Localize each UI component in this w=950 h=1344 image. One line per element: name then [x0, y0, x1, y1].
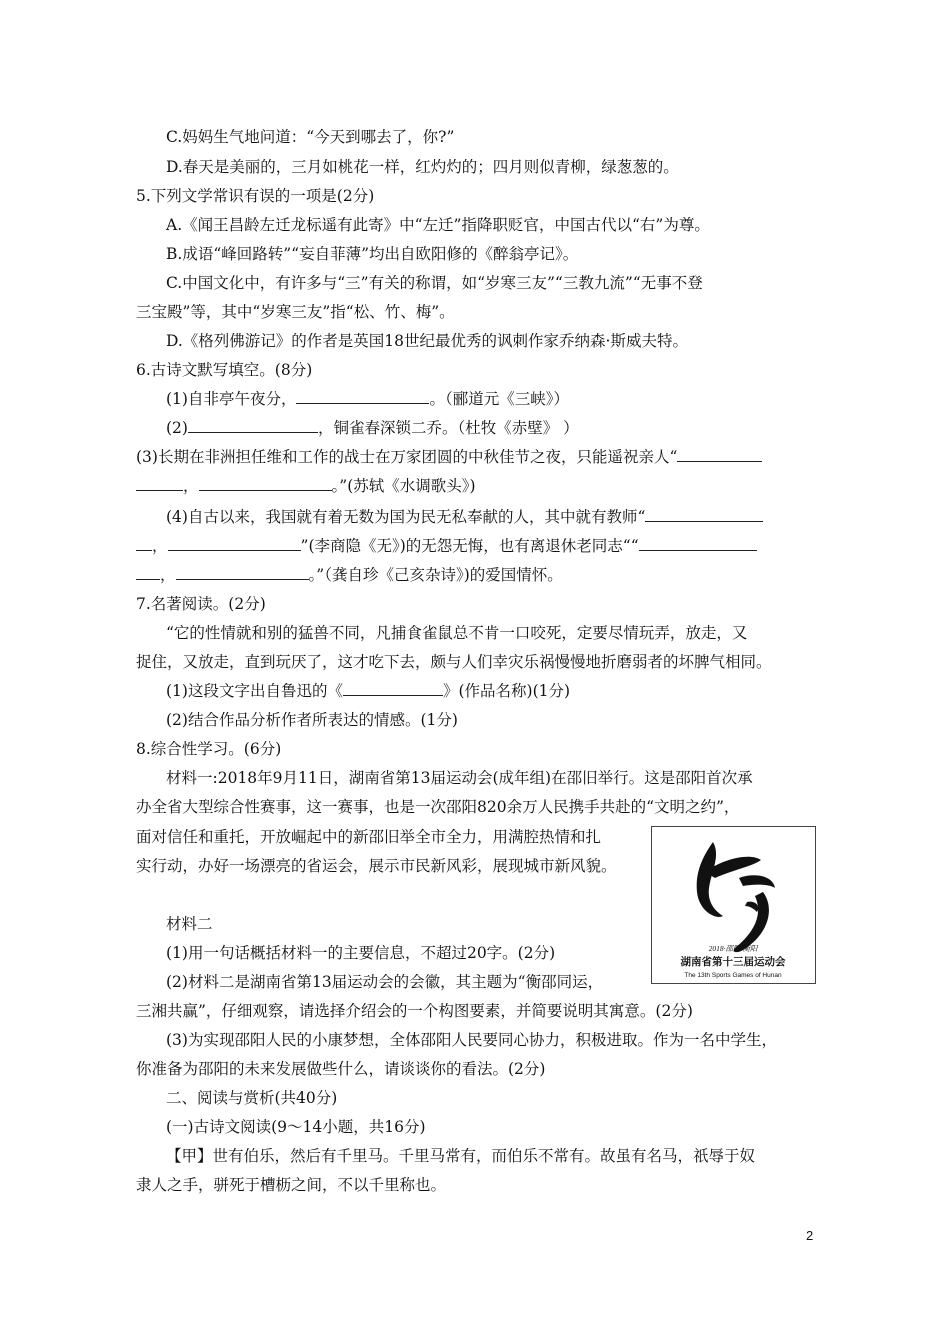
- q8-material1-line4: 实行动，办好一场漂亮的省运会，展示市民新风彩，展现城市新风貌。: [136, 857, 617, 875]
- answer-blank[interactable]: [168, 536, 301, 551]
- q8-material1-line2: 办全省大型综合性赛事，这一赛事，也是一次邵阳820余万人民携手共赴的“文明之约”，: [136, 798, 740, 816]
- q6-comma: ，: [152, 537, 168, 555]
- q6-item4-source: ”(李商隐《无》)的无怨无悔，也有离退休老同志““: [300, 537, 639, 555]
- q7-stem: 7.名著阅读。(2分): [136, 595, 266, 613]
- emblem-title-en: The 13th Sports Games of Hunan: [684, 972, 782, 979]
- q6-item3-line2: [136, 475, 476, 497]
- q7-sub1-tail: 》(作品名称)(1分): [442, 682, 571, 700]
- q8-material2-label: 材料二: [166, 915, 213, 933]
- emblem-graphic: [651, 826, 816, 984]
- q6-item2-label: (2): [166, 419, 188, 437]
- answer-blank[interactable]: [136, 536, 152, 551]
- q7-sub2: (2)结合作品分析作者所表达的情感。(1分): [166, 711, 458, 729]
- subsection-heading: (一)古诗文阅读(9～14小题，共16分): [166, 1118, 426, 1136]
- passage-jia-line1: 【甲】世有伯乐，然后有千里马。千里马常有，而伯乐不常有。故虽有名马，祇辱于奴: [166, 1147, 756, 1165]
- q8-material1-line1: 材料一:2018年9月11日，湖南省第13届运动会(成年组)在邵旧举行。这是邵阳首次承: [166, 769, 753, 787]
- q6-stem: 6.古诗文默写填空。(8分): [136, 361, 313, 379]
- passage-jia-line2: 隶人之手，骈死于槽枥之间，不以千里称也。: [136, 1176, 447, 1194]
- q5-option-a: A.《闻王昌龄左迁龙标遥有此寄》中“左迁”指降职贬官，中国古代以“右”为尊。: [166, 216, 710, 234]
- emblem-title-cn: 湖南省第十三届运动会: [680, 956, 786, 968]
- q6-comma: ，: [183, 477, 199, 495]
- q5-option-c-line2: 三宝殿”等，其中“岁寒三友”指“松、竹、梅”。: [136, 303, 455, 321]
- q6-item3-line1: [136, 446, 762, 468]
- q6-item2-text: ，铜雀春深锁二乔。（杜牧《赤壁》 ）: [317, 419, 579, 437]
- sports-games-emblem: [651, 826, 816, 984]
- q4-option-d: D.春天是美丽的，三月如桃花一样，红灼灼的；四月则似青柳，绿葱葱的。: [166, 158, 679, 176]
- answer-blank[interactable]: [188, 418, 318, 433]
- answer-blank[interactable]: [136, 476, 183, 491]
- q5-option-d: D.《格列佛游记》的作者是英国18世纪最优秀的讽刺作家乔纳森·斯威夫特。: [166, 332, 688, 350]
- section-heading: 二、阅读与赏析(共40分): [166, 1089, 338, 1107]
- q8-stem: 8.综合性学习。(6分): [136, 740, 282, 758]
- q7-quote-line1: “它的性情就和别的猛兽不同，凡捕食雀鼠总不肯一口咬死，定要尽情玩弄，放走，又: [166, 624, 748, 642]
- answer-blank[interactable]: [199, 476, 332, 491]
- answer-blank[interactable]: [645, 507, 763, 522]
- q8-sub1: (1)用一句话概括材料一的主要信息，不超过20字。(2分): [166, 944, 556, 962]
- q6-item2: [166, 417, 579, 439]
- q6-item4-line2: [136, 535, 757, 557]
- q5-option-c-line1: C.中国文化中，有许多与“三”有关的称谓，如“岁寒三友”“三教九流”“无事不登: [166, 274, 703, 292]
- q7-sub1: [166, 680, 570, 702]
- q6-item4-tail: 。”（龚自珍《己亥杂诗》)的爱国情怀。: [308, 566, 563, 584]
- emblem-top-text: 2018·邵阳·衡阳: [708, 944, 758, 953]
- q6-item4-line1: [166, 506, 763, 528]
- q6-item4-line3: [136, 564, 563, 586]
- q7-sub1-text: (1)这段文字出自鲁迅的《: [166, 682, 343, 700]
- q8-material1-line3: 面对信任和重托，开放崛起中的新邵旧举全市全力，用满腔热情和扎: [136, 828, 602, 846]
- q6-item1-source: 。（郦道元《三峡》）: [429, 390, 569, 408]
- q8-sub2-line2: 三湘共赢”，仔细观察，请选择介绍会的一个构图要素，并简要说明其寓意。(2分): [136, 1002, 693, 1020]
- q6-comma: ，: [160, 566, 176, 584]
- answer-blank[interactable]: [343, 681, 443, 696]
- q6-item1: [166, 388, 569, 410]
- q5-stem: 5.下列文学常识有误的一项是(2分): [136, 187, 375, 205]
- answer-blank[interactable]: [639, 536, 757, 551]
- q5-option-b: B.成语“峰回路转”“妄自菲薄”均出自欧阳修的《醉翁亭记》。: [166, 245, 579, 263]
- answer-blank[interactable]: [677, 447, 762, 462]
- answer-blank[interactable]: [176, 565, 309, 580]
- answer-blank[interactable]: [136, 565, 160, 580]
- page-number: 2: [806, 1228, 814, 1243]
- q8-sub3-line2: 你准备为邵阳的未来发展做些什么，请谈谈你的看法。(2分): [136, 1060, 546, 1078]
- q6-item1-text: (1)自非亭午夜分，: [166, 390, 297, 408]
- answer-blank[interactable]: [296, 389, 429, 404]
- q6-item3-text: (3)长期在非洲担任维和工作的战士在万家团圆的中秋佳节之夜，只能遥祝亲人“: [136, 448, 678, 466]
- q4-option-c: C.妈妈生气地问道：“今天到哪去了，你?”: [166, 128, 455, 146]
- q8-sub3-line1: (3)为实现邵阳人民的小康梦想，全体邵阳人民要同心协力，积极进取。作为一名中学生，: [166, 1031, 777, 1049]
- q6-item4-text: (4)自古以来，我国就有着无数为国为民无私奉献的人，其中就有教师“: [166, 508, 646, 526]
- q8-sub2-line1: (2)材料二是湖南省第13届运动会的会徽，其主题为“衡邵同运，: [166, 973, 604, 991]
- q7-quote-line2: 捉住，又放走，直到玩厌了，这才吃下去，颇与人们幸灾乐祸慢慢地折磨弱者的坏脾气相同。: [136, 653, 772, 671]
- q6-item3-source: 。”(苏轼《水调歌头》): [331, 477, 476, 495]
